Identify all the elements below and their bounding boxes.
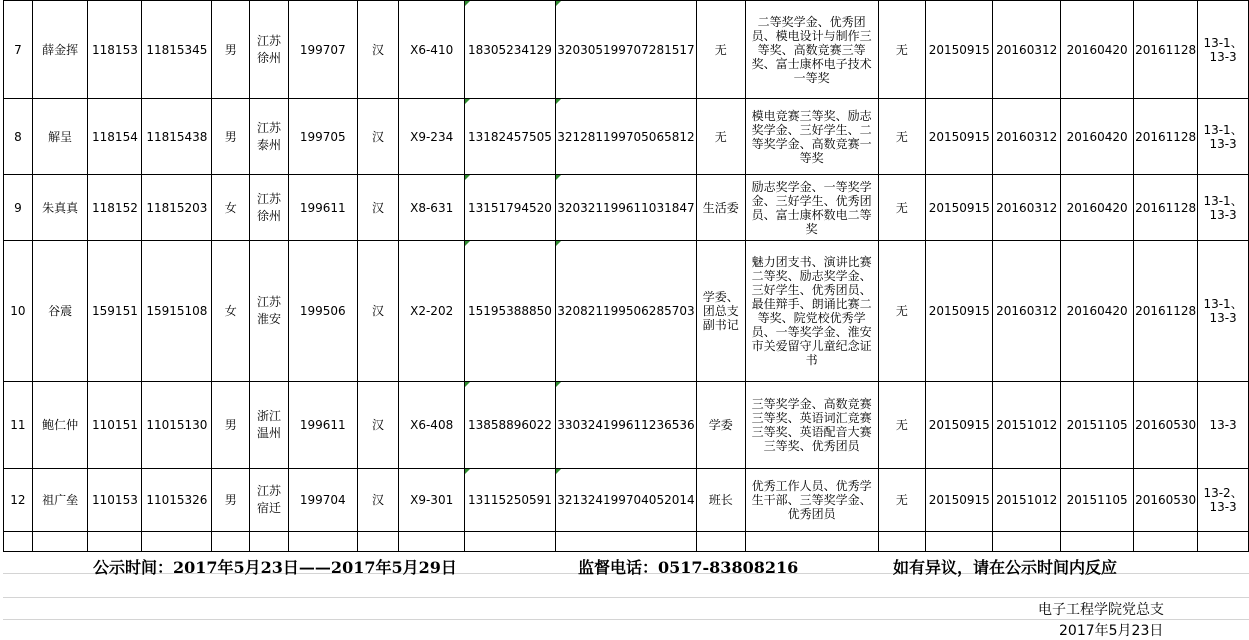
position-cell: 生活委 bbox=[696, 175, 745, 241]
empty-cell bbox=[32, 532, 88, 552]
class-code-cell: 110151 bbox=[88, 382, 142, 469]
date-candidate-cell: 20160530 bbox=[1134, 469, 1198, 532]
empty-cell bbox=[993, 532, 1061, 552]
phone-number-cell: 13115250591 bbox=[464, 469, 555, 532]
training-class-cell: 13-2、13-3 bbox=[1198, 469, 1249, 532]
phone-number-cell: 13858896022 bbox=[464, 382, 555, 469]
table-row bbox=[4, 241, 1249, 382]
birth-date-cell: 199704 bbox=[288, 469, 357, 532]
id-card-number-cell: 330324199611236536 bbox=[555, 382, 696, 469]
student-id-cell: 11015326 bbox=[142, 469, 212, 532]
birth-date-cell: 199707 bbox=[288, 1, 357, 99]
date-activist-cell: 20160312 bbox=[993, 175, 1061, 241]
empty-cell bbox=[1134, 532, 1198, 552]
empty-cell bbox=[696, 532, 745, 552]
empty-cell bbox=[1198, 532, 1249, 552]
date-application-cell: 20150915 bbox=[926, 469, 993, 532]
empty-cell bbox=[4, 532, 33, 552]
ethnicity-cell: 汉 bbox=[357, 99, 399, 175]
publicity-period: 公示时间：2017年5月23日——2017年5月29日 bbox=[93, 558, 457, 577]
student-name-cell: 谷震 bbox=[32, 241, 88, 382]
date-candidate-cell: 20160530 bbox=[1134, 382, 1198, 469]
row-number-cell: 12 bbox=[4, 469, 33, 532]
punishment-cell: 无 bbox=[878, 241, 926, 382]
ethnicity-cell: 汉 bbox=[357, 382, 399, 469]
date-candidate-cell: 20161128 bbox=[1134, 99, 1198, 175]
date-training-cell: 20160420 bbox=[1061, 99, 1134, 175]
table-row bbox=[4, 1, 1249, 99]
position-cell: 学委 bbox=[696, 382, 745, 469]
gender-cell: 女 bbox=[212, 175, 250, 241]
date-application-cell: 20150915 bbox=[926, 175, 993, 241]
native-place-cell: 江苏徐州 bbox=[250, 175, 289, 241]
id-card-number-cell: 321281199705065812 bbox=[555, 99, 696, 175]
student-id-cell: 11815345 bbox=[142, 1, 212, 99]
date-training-cell: 20151105 bbox=[1061, 469, 1134, 532]
ethnicity-cell: 汉 bbox=[357, 1, 399, 99]
row-number-cell: 10 bbox=[4, 241, 33, 382]
dormitory-cell: X6-410 bbox=[399, 1, 465, 99]
member-table bbox=[3, 0, 1249, 552]
class-code-cell: 118152 bbox=[88, 175, 142, 241]
date-activist-cell: 20160312 bbox=[993, 99, 1061, 175]
table-row bbox=[4, 99, 1249, 175]
class-code-cell: 118154 bbox=[88, 99, 142, 175]
gender-cell: 男 bbox=[212, 1, 250, 99]
awards-cell: 魅力团支书、演讲比赛二等奖、励志奖学金、三好学生、优秀团员、最佳辩手、朗诵比赛二等奖、院党校优秀学员、一等奖学金、淮安市关爱留守儿童纪念证书 bbox=[745, 241, 878, 382]
date-application-cell: 20150915 bbox=[926, 241, 993, 382]
date-candidate-cell: 20161128 bbox=[1134, 175, 1198, 241]
date-training-cell: 20160420 bbox=[1061, 175, 1134, 241]
awards-cell: 三等奖学金、高数竞赛三等奖、英语词汇竞赛三等奖、英语配音大赛三等奖、优秀团员 bbox=[745, 382, 878, 469]
class-code-cell: 118153 bbox=[88, 1, 142, 99]
row-number-cell: 7 bbox=[4, 1, 33, 99]
dormitory-cell: X8-631 bbox=[399, 175, 465, 241]
birth-date-cell: 199705 bbox=[288, 99, 357, 175]
empty-cell bbox=[288, 532, 357, 552]
dormitory-cell: X6-408 bbox=[399, 382, 465, 469]
student-id-cell: 11015130 bbox=[142, 382, 212, 469]
empty-cell bbox=[926, 532, 993, 552]
training-class-cell: 13-1、13-3 bbox=[1198, 99, 1249, 175]
phone-number-cell: 13182457505 bbox=[464, 99, 555, 175]
row-number-cell: 9 bbox=[4, 175, 33, 241]
birth-date-cell: 199611 bbox=[288, 382, 357, 469]
punishment-cell: 无 bbox=[878, 382, 926, 469]
birth-date-cell: 199611 bbox=[288, 175, 357, 241]
awards-cell: 模电竞赛三等奖、励志奖学金、三好学生、二等奖学金、高数竞赛一等奖 bbox=[745, 99, 878, 175]
table-row bbox=[4, 382, 1249, 469]
position-cell: 学委、团总支副书记 bbox=[696, 241, 745, 382]
student-name-cell: 鲍仁仲 bbox=[32, 382, 88, 469]
native-place-cell: 浙江温州 bbox=[250, 382, 289, 469]
signature-org: 电子工程学院党总支 bbox=[1038, 602, 1164, 618]
supervision-phone: 监督电话：0517-83808216 bbox=[578, 558, 799, 577]
date-training-cell: 20151105 bbox=[1061, 382, 1134, 469]
class-code-cell: 110153 bbox=[88, 469, 142, 532]
punishment-cell: 无 bbox=[878, 1, 926, 99]
empty-cell bbox=[357, 532, 399, 552]
student-name-cell: 薛金挥 bbox=[32, 1, 88, 99]
date-application-cell: 20150915 bbox=[926, 1, 993, 99]
dormitory-cell: X2-202 bbox=[399, 241, 465, 382]
student-id-cell: 11815203 bbox=[142, 175, 212, 241]
grid-line bbox=[3, 597, 1249, 598]
date-activist-cell: 20160312 bbox=[993, 1, 1061, 99]
gender-cell: 男 bbox=[212, 99, 250, 175]
table-row bbox=[4, 175, 1249, 241]
ethnicity-cell: 汉 bbox=[357, 241, 399, 382]
punishment-cell: 无 bbox=[878, 99, 926, 175]
empty-cell bbox=[1061, 532, 1134, 552]
id-card-number-cell: 320821199506285703 bbox=[555, 241, 696, 382]
row-number-cell: 11 bbox=[4, 382, 33, 469]
training-class-cell: 13-1、13-3 bbox=[1198, 175, 1249, 241]
phone-number-cell: 15195388850 bbox=[464, 241, 555, 382]
id-card-number-cell: 320321199611031847 bbox=[555, 175, 696, 241]
native-place-cell: 江苏泰州 bbox=[250, 99, 289, 175]
date-application-cell: 20150915 bbox=[926, 99, 993, 175]
punishment-cell: 无 bbox=[878, 469, 926, 532]
student-name-cell: 祖广垒 bbox=[32, 469, 88, 532]
phone-number-cell: 18305234129 bbox=[464, 1, 555, 99]
date-candidate-cell: 20161128 bbox=[1134, 241, 1198, 382]
date-activist-cell: 20151012 bbox=[993, 382, 1061, 469]
empty-cell bbox=[142, 532, 212, 552]
position-cell: 无 bbox=[696, 99, 745, 175]
position-cell: 无 bbox=[696, 1, 745, 99]
ethnicity-cell: 汉 bbox=[357, 175, 399, 241]
table-row bbox=[4, 469, 1249, 532]
gender-cell: 男 bbox=[212, 469, 250, 532]
gender-cell: 男 bbox=[212, 382, 250, 469]
training-class-cell: 13-3 bbox=[1198, 382, 1249, 469]
empty-cell bbox=[464, 532, 555, 552]
id-card-number-cell: 321324199704052014 bbox=[555, 469, 696, 532]
empty-cell bbox=[88, 532, 142, 552]
objection-notice: 如有异议，请在公示时间内反应 bbox=[893, 558, 1118, 577]
class-code-cell: 159151 bbox=[88, 241, 142, 382]
student-id-cell: 11815438 bbox=[142, 99, 212, 175]
student-name-cell: 解呈 bbox=[32, 99, 88, 175]
date-application-cell: 20150915 bbox=[926, 382, 993, 469]
date-candidate-cell: 20161128 bbox=[1134, 1, 1198, 99]
phone-number-cell: 13151794520 bbox=[464, 175, 555, 241]
dormitory-cell: X9-234 bbox=[399, 99, 465, 175]
blank-row bbox=[4, 532, 1249, 552]
id-card-number-cell: 320305199707281517 bbox=[555, 1, 696, 99]
date-activist-cell: 20151012 bbox=[993, 469, 1061, 532]
dormitory-cell: X9-301 bbox=[399, 469, 465, 532]
position-cell: 班长 bbox=[696, 469, 745, 532]
awards-cell: 励志奖学金、一等奖学金、三好学生、优秀团员、富士康杯数电二等奖 bbox=[745, 175, 878, 241]
training-class-cell: 13-1、13-3 bbox=[1198, 241, 1249, 382]
native-place-cell: 江苏宿迁 bbox=[250, 469, 289, 532]
awards-cell: 二等奖学金、优秀团员、模电设计与制作三等奖、高数竞赛三等奖、富士康杯电子技术一等奖 bbox=[745, 1, 878, 99]
empty-cell bbox=[745, 532, 878, 552]
empty-cell bbox=[878, 532, 926, 552]
date-activist-cell: 20160312 bbox=[993, 241, 1061, 382]
student-id-cell: 15915108 bbox=[142, 241, 212, 382]
birth-date-cell: 199506 bbox=[288, 241, 357, 382]
punishment-cell: 无 bbox=[878, 175, 926, 241]
native-place-cell: 江苏徐州 bbox=[250, 1, 289, 99]
empty-cell bbox=[399, 532, 465, 552]
empty-cell bbox=[212, 532, 250, 552]
signature-date: 2017年5月23日 bbox=[1059, 623, 1164, 639]
ethnicity-cell: 汉 bbox=[357, 469, 399, 532]
student-name-cell: 朱真真 bbox=[32, 175, 88, 241]
awards-cell: 优秀工作人员、优秀学生干部、三等奖学金、优秀团员 bbox=[745, 469, 878, 532]
date-training-cell: 20160420 bbox=[1061, 241, 1134, 382]
native-place-cell: 江苏淮安 bbox=[250, 241, 289, 382]
date-training-cell: 20160420 bbox=[1061, 1, 1134, 99]
empty-cell bbox=[555, 532, 696, 552]
row-number-cell: 8 bbox=[4, 99, 33, 175]
gender-cell: 女 bbox=[212, 241, 250, 382]
training-class-cell: 13-1、13-3 bbox=[1198, 1, 1249, 99]
empty-cell bbox=[250, 532, 289, 552]
